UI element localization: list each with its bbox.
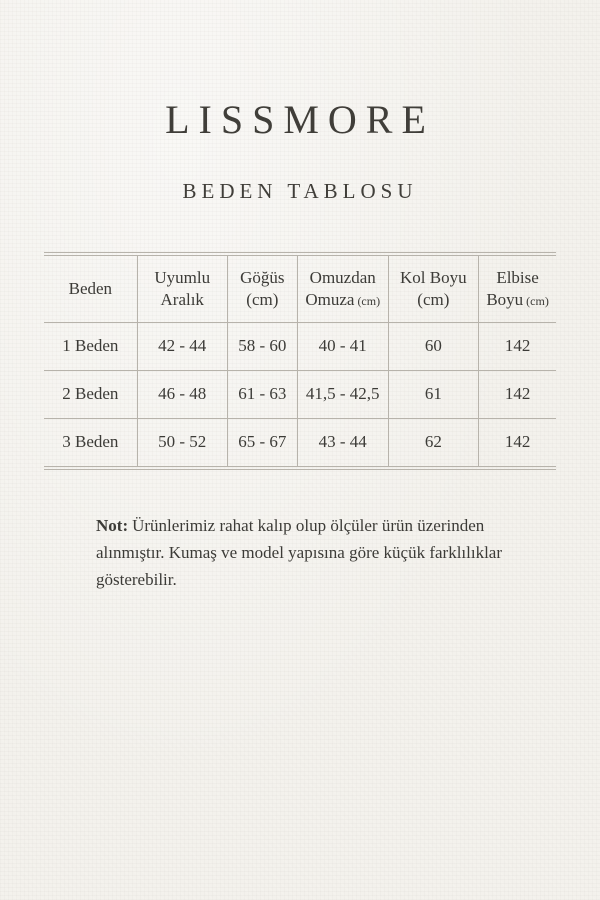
size-cell: 142	[479, 370, 556, 418]
measurement-note	[96, 512, 532, 594]
header-label-line1: Omuzdan	[309, 267, 376, 287]
header-label: Aralık	[160, 289, 204, 309]
header-unit: (cm)	[357, 293, 381, 308]
header-label-line1: Uyumlu	[154, 267, 211, 287]
size-cell: 42 - 44	[137, 322, 227, 370]
size-cell: 43 - 44	[297, 418, 388, 466]
header-label-line2	[389, 289, 479, 311]
size-cell: 58 - 60	[227, 322, 297, 370]
header-label: (cm)	[417, 289, 450, 309]
header-label-line1: Kol Boyu	[400, 267, 467, 287]
column-header-beden	[44, 256, 137, 322]
size-table-grid	[44, 256, 556, 466]
size-name-cell: 2 Beden	[62, 384, 119, 403]
column-header-gogus	[227, 256, 297, 322]
size-cell: 60	[388, 322, 479, 370]
size-name-cell: 3 Beden	[62, 432, 119, 452]
header-label: (cm)	[246, 289, 279, 309]
table-row-size-2	[44, 370, 556, 418]
column-header-omuzdan-omuza	[297, 256, 388, 322]
size-cell: 61	[388, 370, 479, 418]
header-label-line2	[138, 289, 227, 311]
note-label: Not:	[96, 516, 129, 535]
size-table	[44, 252, 556, 470]
header-label-line2	[479, 289, 556, 311]
size-cell: 65 - 67	[227, 418, 297, 466]
note-text: Ürünlerimiz rahat kalıp olup ölçüler ürün üzerinden alınmıştır. Kumaş ve model yapısına göre küçük farklılıklar gösterebilir.	[96, 516, 503, 590]
size-name-cell: 1 Beden	[62, 336, 119, 355]
size-cell: 40 - 41	[297, 322, 388, 370]
size-cell: 46 - 48	[137, 370, 227, 418]
size-cell: 41,5 - 42,5	[297, 370, 388, 418]
table-row-size-1	[44, 322, 556, 370]
size-cell: 142	[479, 322, 556, 370]
column-header-uyumlu-aralik	[137, 256, 227, 322]
header-label-line1: Elbise	[496, 267, 539, 287]
header-label-line1: Göğüs	[240, 267, 285, 287]
table-bottom-rule	[44, 466, 556, 470]
size-cell: 62	[388, 418, 479, 466]
size-cell: 50 - 52	[137, 418, 227, 466]
header-unit: (cm)	[526, 293, 549, 308]
header-label: Beden	[68, 278, 113, 298]
size-cell: 61 - 63	[227, 370, 297, 418]
brand-title: LISSMORE	[165, 97, 435, 142]
header-label: Boyu	[486, 289, 524, 309]
header-label: Omuza	[305, 289, 355, 309]
header-label-line2	[228, 289, 297, 311]
table-row-size-3	[44, 418, 556, 466]
page-subtitle: BEDEN TABLOSU	[182, 179, 418, 203]
column-header-kol-boyu	[388, 256, 479, 322]
header-label-line2	[298, 289, 388, 311]
column-header-elbise-boyu	[479, 256, 556, 322]
size-cell: 142	[479, 418, 556, 466]
table-header-row	[44, 256, 556, 322]
